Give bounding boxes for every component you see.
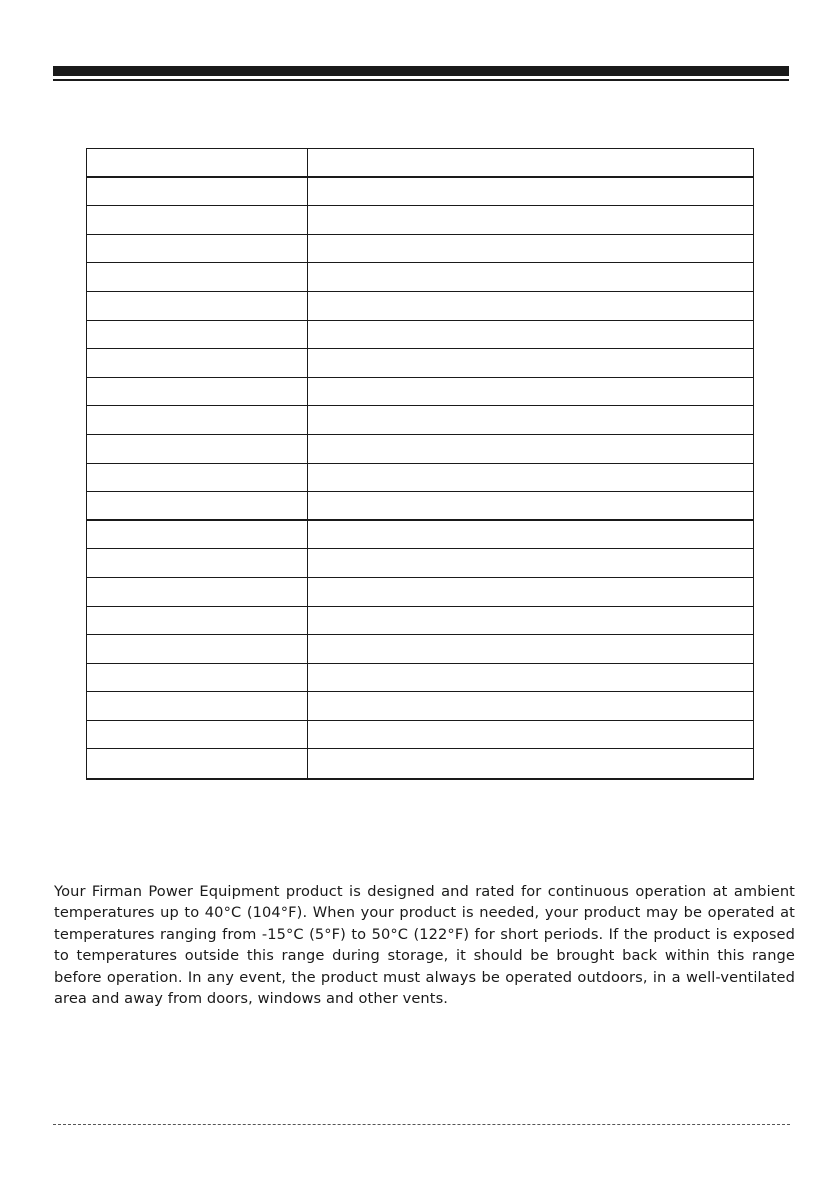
table-row xyxy=(86,664,754,693)
table-cell-label xyxy=(86,578,308,606)
table-row xyxy=(86,263,754,292)
table-cell-label xyxy=(86,178,308,206)
table-row xyxy=(86,406,754,435)
table-row xyxy=(86,292,754,321)
table-row xyxy=(86,178,754,207)
table-cell-label xyxy=(86,492,308,519)
table-cell-label xyxy=(86,235,308,263)
table-cell-value xyxy=(308,149,754,176)
table-cell-label xyxy=(86,692,308,720)
table-row xyxy=(86,378,754,407)
header-rule xyxy=(53,79,789,81)
table-cell-value xyxy=(308,263,754,291)
table-row xyxy=(86,435,754,464)
footer-dashed-rule xyxy=(53,1124,790,1125)
table-cell-label xyxy=(86,521,308,549)
table-cell-value xyxy=(308,492,754,519)
table-cell-value xyxy=(308,378,754,406)
table-cell-label xyxy=(86,635,308,663)
table-cell-label xyxy=(86,607,308,635)
table-row xyxy=(86,607,754,636)
table-cell-value xyxy=(308,721,754,749)
table-cell-label xyxy=(86,464,308,492)
table-cell-label xyxy=(86,292,308,320)
table-cell-value xyxy=(308,607,754,635)
table-row xyxy=(86,749,754,778)
table-cell-value xyxy=(308,406,754,434)
table-row xyxy=(86,464,754,493)
table-cell-value xyxy=(308,664,754,692)
header-bar xyxy=(53,66,789,76)
table-row xyxy=(86,721,754,750)
table-cell-label xyxy=(86,664,308,692)
table-cell-label xyxy=(86,435,308,463)
table-cell-label xyxy=(86,263,308,291)
table-cell-label xyxy=(86,406,308,434)
spec-table xyxy=(86,148,754,780)
table-cell-value xyxy=(308,635,754,663)
table-cell-label xyxy=(86,549,308,577)
table-row xyxy=(86,321,754,350)
table-cell-label xyxy=(86,149,308,176)
table-row xyxy=(86,521,754,550)
table-cell-value xyxy=(308,292,754,320)
table-cell-value xyxy=(308,321,754,349)
table-cell-value xyxy=(308,235,754,263)
table-cell-value xyxy=(308,749,754,778)
table-cell-label xyxy=(86,721,308,749)
operating-temperature-paragraph: Your Firman Power Equipment product is designed and rated for continuous operation at ambient temperatures up to 40°C (104°F). When your product is needed, your product may be operated at temperatures ranging from -15°C (5°F) to 50°C (122°F) for short periods. If the product is exposed to temperatures outside this range during storage, it should be brought back within this range before operation. In any event, the product must always be operated outdoors, in a well-ventilated area and away from doors, windows and other vents. xyxy=(54,882,795,1008)
table-cell-value xyxy=(308,464,754,492)
table-row xyxy=(86,206,754,235)
table-cell-value xyxy=(308,549,754,577)
table-row xyxy=(86,235,754,264)
table-cell-label xyxy=(86,321,308,349)
table-row xyxy=(86,349,754,378)
table-cell-label xyxy=(86,349,308,377)
table-row xyxy=(86,149,754,178)
table-row xyxy=(86,692,754,721)
table-cell-value xyxy=(308,206,754,234)
table-cell-value xyxy=(308,578,754,606)
table-cell-label xyxy=(86,206,308,234)
table-row xyxy=(86,549,754,578)
table-cell-value xyxy=(308,435,754,463)
table-cell-value xyxy=(308,521,754,549)
table-cell-label xyxy=(86,749,308,778)
table-cell-value xyxy=(308,178,754,206)
table-row xyxy=(86,635,754,664)
table-row xyxy=(86,492,754,521)
table-cell-value xyxy=(308,349,754,377)
table-cell-label xyxy=(86,378,308,406)
table-row xyxy=(86,578,754,607)
table-cell-value xyxy=(308,692,754,720)
